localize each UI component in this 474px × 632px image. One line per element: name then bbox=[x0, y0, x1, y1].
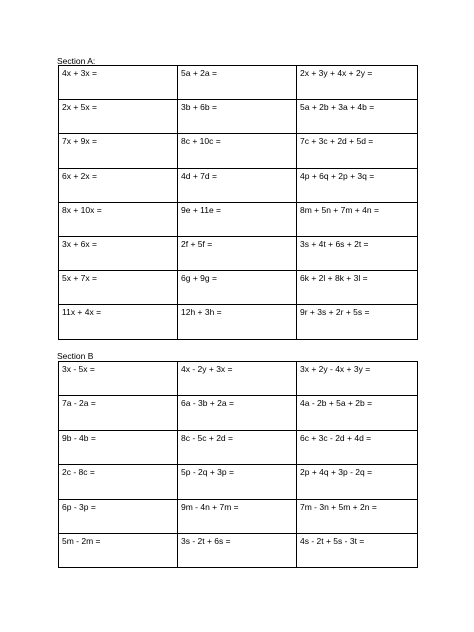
expression-cell bbox=[59, 236, 178, 270]
expression-text: 9b - 4b = bbox=[62, 432, 96, 443]
expression-text: 5p - 2q + 3p = bbox=[181, 467, 234, 478]
expression-text: 5a + 2b + 3a + 4b = bbox=[300, 102, 375, 113]
expression-cell bbox=[297, 430, 418, 464]
expression-text: 6a - 3b + 2a = bbox=[181, 398, 234, 409]
expression-cell bbox=[297, 66, 418, 100]
expression-cell bbox=[178, 430, 297, 464]
section-b-title: Section B bbox=[57, 351, 94, 361]
section-b-table bbox=[58, 361, 418, 568]
table-row bbox=[59, 134, 418, 168]
expression-text: 3b + 6b = bbox=[181, 102, 217, 113]
expression-text: 8c + 10c = bbox=[181, 136, 221, 147]
expression-cell bbox=[178, 305, 297, 339]
expression-text: 8x + 10x = bbox=[62, 204, 102, 215]
expression-text: 4p + 6q + 2p + 3q = bbox=[300, 170, 375, 181]
expression-text: 2x + 5x = bbox=[62, 102, 97, 113]
expression-cell bbox=[59, 134, 178, 168]
expression-cell bbox=[59, 305, 178, 339]
table-row bbox=[59, 271, 418, 305]
expression-cell bbox=[297, 202, 418, 236]
expression-text: 2x + 3y + 4x + 2y = bbox=[300, 68, 373, 78]
table-row bbox=[59, 305, 418, 339]
table-row bbox=[59, 202, 418, 236]
expression-text: 7a - 2a = bbox=[62, 398, 96, 409]
expression-cell bbox=[297, 533, 418, 567]
expression-text: 5a + 2a = bbox=[181, 68, 217, 78]
expression-cell bbox=[297, 168, 418, 202]
table-row bbox=[59, 465, 418, 499]
expression-text: 6g + 9g = bbox=[181, 273, 217, 284]
table-row bbox=[59, 396, 418, 430]
expression-text: 3s - 2t + 6s = bbox=[181, 535, 231, 546]
expression-text: 8m + 5n + 7m + 4n = bbox=[300, 204, 379, 215]
expression-cell bbox=[59, 430, 178, 464]
section-b-table-body bbox=[59, 362, 418, 568]
expression-text: 6p - 3p = bbox=[62, 501, 96, 512]
expression-cell bbox=[178, 396, 297, 430]
expression-text: 4x + 3x = bbox=[62, 68, 97, 78]
table-row bbox=[59, 362, 418, 396]
expression-text: 2p + 4q + 3p - 2q = bbox=[300, 467, 373, 478]
table-row bbox=[59, 100, 418, 134]
expression-cell bbox=[59, 533, 178, 567]
section-a-table-body bbox=[59, 66, 418, 340]
expression-cell bbox=[59, 202, 178, 236]
table-row bbox=[59, 499, 418, 533]
expression-text: 5m - 2m = bbox=[62, 535, 101, 546]
expression-cell bbox=[297, 499, 418, 533]
expression-cell bbox=[178, 465, 297, 499]
expression-cell bbox=[59, 362, 178, 396]
expression-text: 9m - 4n + 7m = bbox=[181, 501, 239, 512]
expression-text: 3x - 5x = bbox=[62, 364, 95, 374]
table-row bbox=[59, 236, 418, 270]
section-a-table bbox=[58, 65, 418, 340]
expression-cell bbox=[178, 134, 297, 168]
expression-cell bbox=[178, 362, 297, 396]
expression-cell bbox=[178, 533, 297, 567]
expression-text: 8c - 5c + 2d = bbox=[181, 432, 233, 443]
expression-text: 7m - 3n + 5m + 2n = bbox=[300, 501, 377, 512]
expression-text: 4x - 2y + 3x = bbox=[181, 364, 233, 374]
expression-text: 2c - 8c = bbox=[62, 467, 95, 478]
expression-text: 6c + 3c - 2d + 4d = bbox=[300, 432, 372, 443]
expression-cell bbox=[178, 202, 297, 236]
expression-text: 12h + 3h = bbox=[181, 307, 222, 318]
expression-text: 11x + 4x = bbox=[62, 307, 102, 318]
expression-cell bbox=[297, 236, 418, 270]
expression-cell bbox=[59, 66, 178, 100]
expression-cell bbox=[178, 66, 297, 100]
expression-text: 4d + 7d = bbox=[181, 170, 217, 181]
expression-text: 9r + 3s + 2r + 5s = bbox=[300, 307, 370, 318]
expression-cell bbox=[297, 396, 418, 430]
expression-cell bbox=[178, 236, 297, 270]
expression-cell bbox=[59, 499, 178, 533]
expression-text: 5x + 7x = bbox=[62, 273, 97, 284]
expression-text: 6x + 2x = bbox=[62, 170, 97, 181]
expression-text: 2f + 5f = bbox=[181, 238, 213, 249]
expression-cell bbox=[59, 100, 178, 134]
expression-text: 7x + 9x = bbox=[62, 136, 97, 147]
expression-cell bbox=[297, 362, 418, 396]
expression-cell bbox=[59, 271, 178, 305]
expression-text: 3s + 4t + 6s + 2t = bbox=[300, 238, 369, 249]
table-row bbox=[59, 430, 418, 464]
expression-text: 9e + 11e = bbox=[181, 204, 222, 215]
expression-cell bbox=[297, 100, 418, 134]
expression-cell bbox=[59, 465, 178, 499]
expression-text: 7c + 3c + 2d + 5d = bbox=[300, 136, 374, 147]
expression-cell bbox=[178, 271, 297, 305]
expression-text: 6k + 2l + 8k + 3l = bbox=[300, 273, 368, 284]
table-row bbox=[59, 66, 418, 100]
expression-cell bbox=[297, 305, 418, 339]
expression-cell bbox=[178, 100, 297, 134]
expression-cell bbox=[297, 465, 418, 499]
table-row bbox=[59, 533, 418, 567]
expression-cell bbox=[178, 499, 297, 533]
expression-cell bbox=[297, 271, 418, 305]
expression-text: 4s - 2t + 5s - 3t = bbox=[300, 535, 365, 546]
expression-cell bbox=[59, 168, 178, 202]
expression-cell bbox=[178, 168, 297, 202]
expression-cell bbox=[59, 396, 178, 430]
section-a-title: Section A: bbox=[57, 56, 96, 66]
expression-text: 3x + 2y - 4x + 3y = bbox=[300, 364, 371, 374]
expression-text: 4a - 2b + 5a + 2b = bbox=[300, 398, 373, 409]
table-row bbox=[59, 168, 418, 202]
expression-cell bbox=[297, 134, 418, 168]
expression-text: 3x + 6x = bbox=[62, 238, 97, 249]
